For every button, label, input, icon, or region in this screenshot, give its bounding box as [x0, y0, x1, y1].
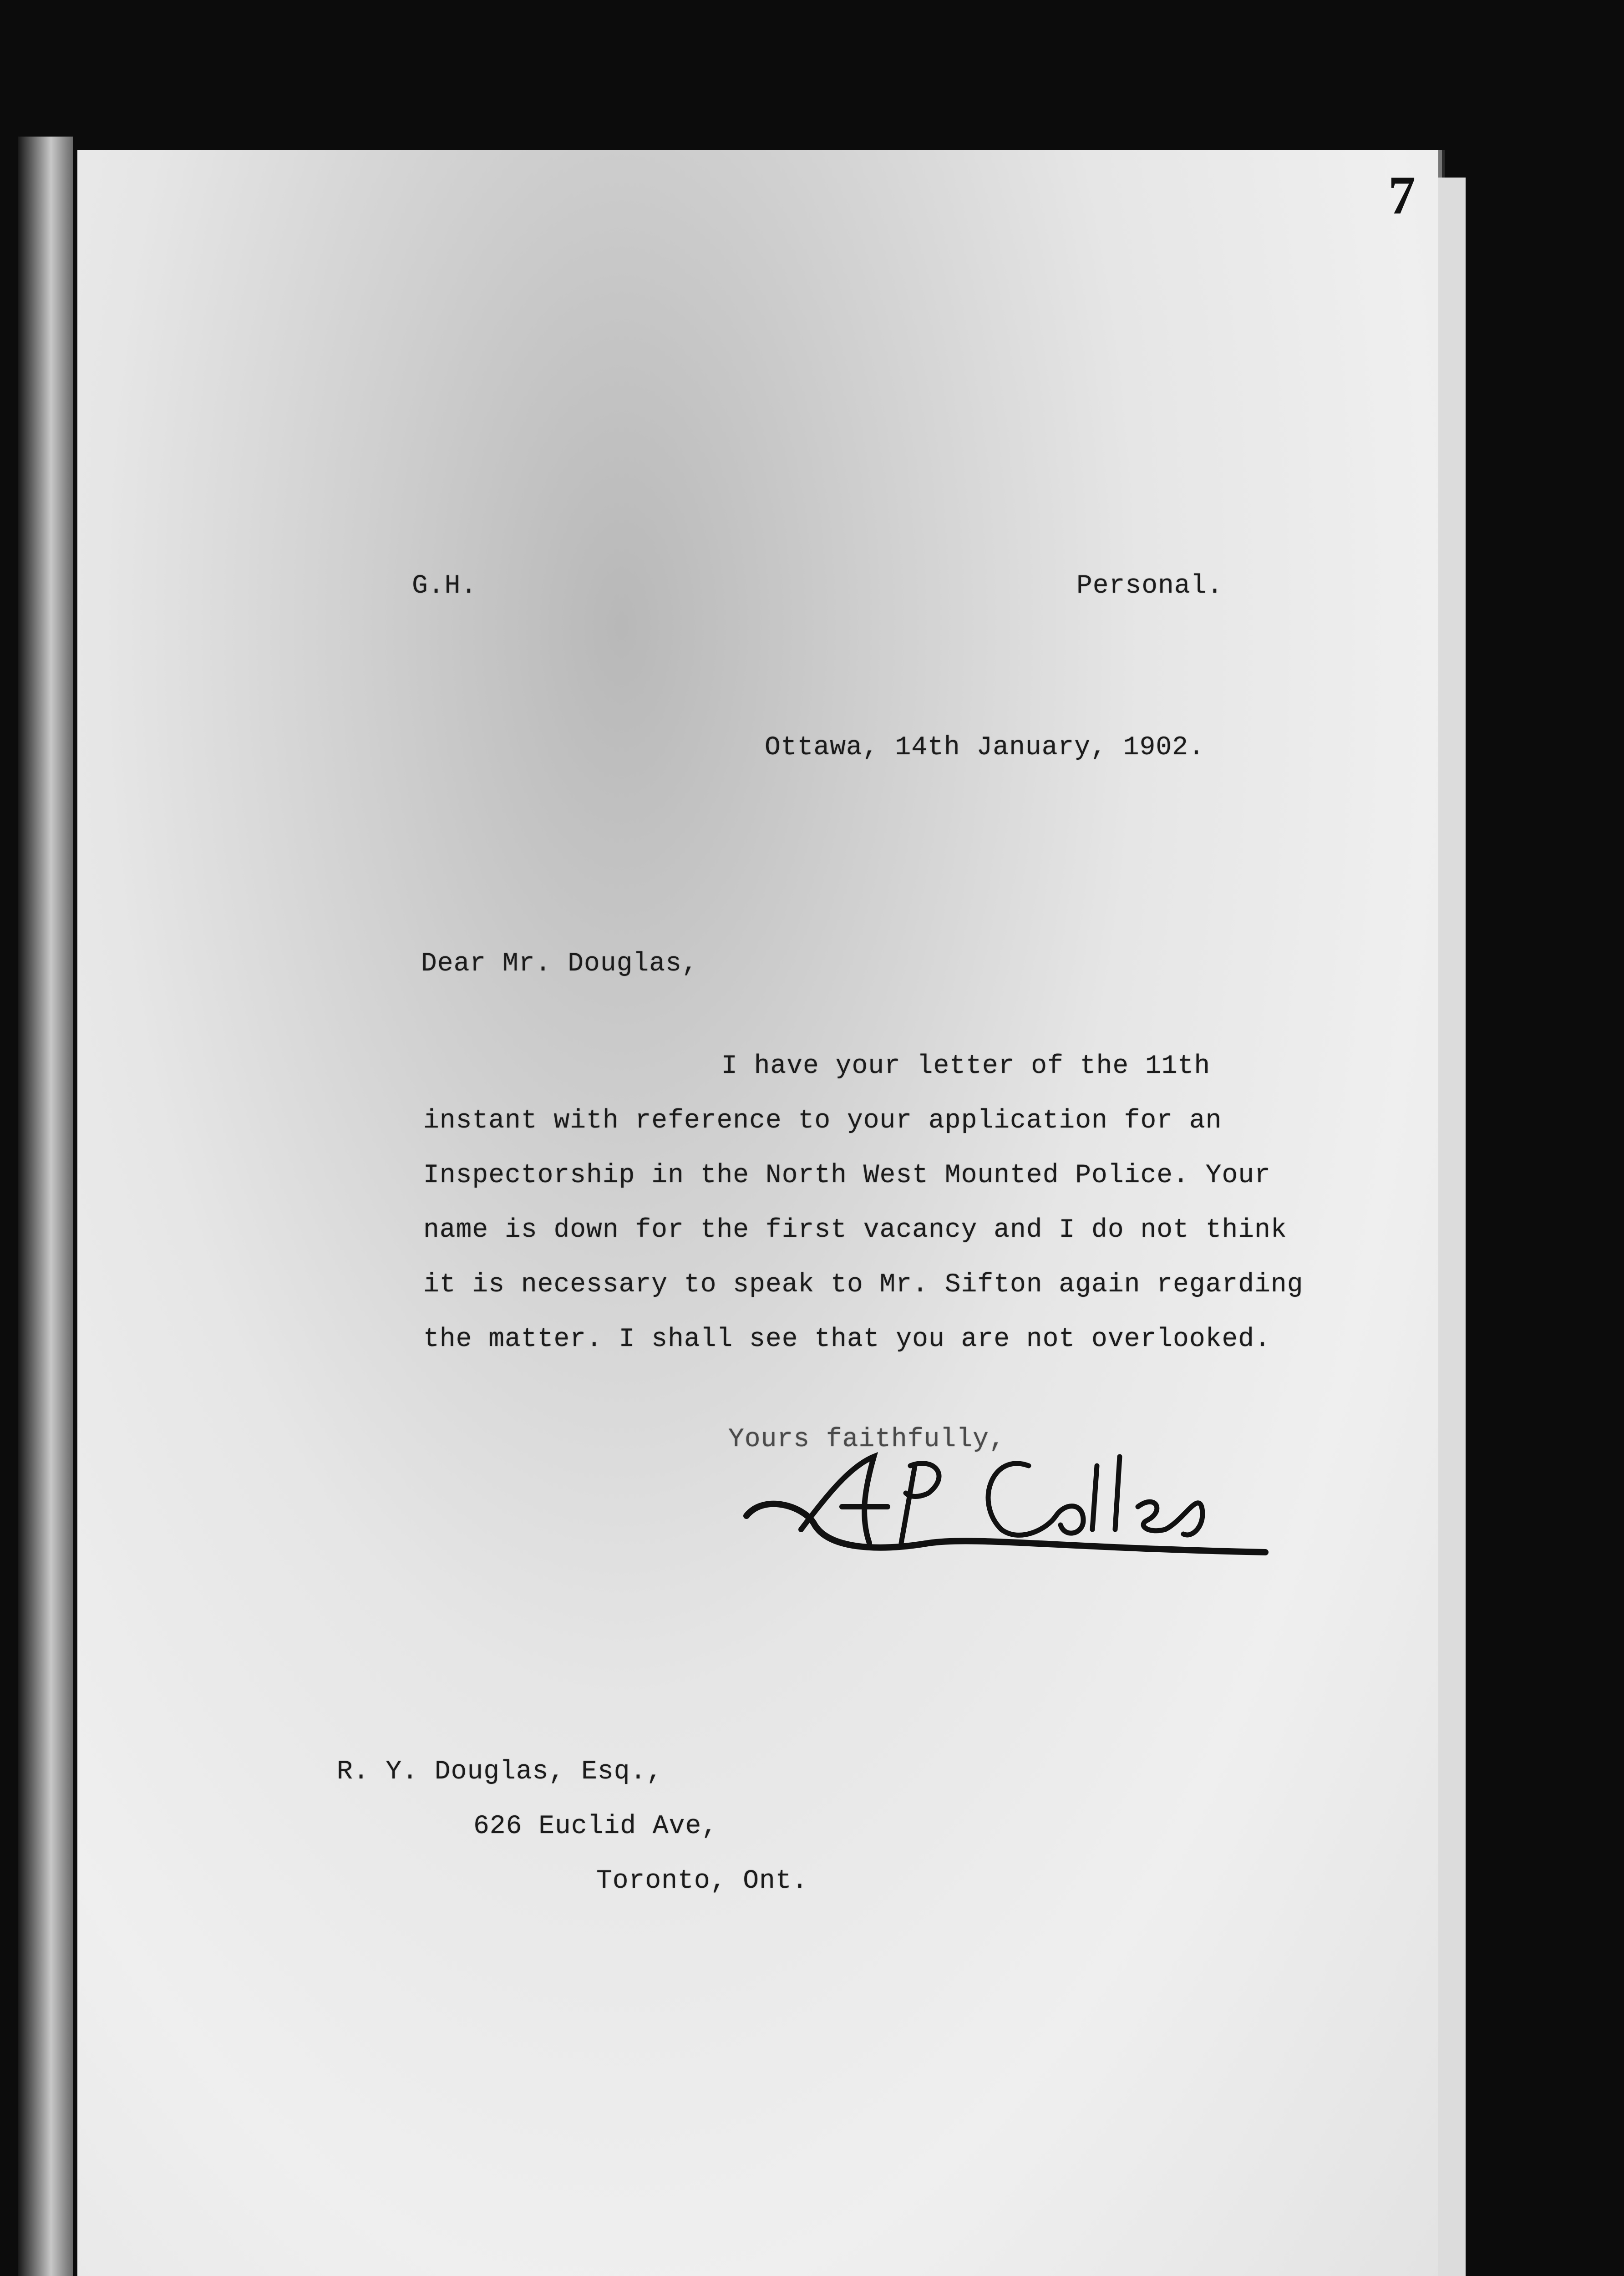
film-edge [18, 137, 73, 2276]
recipient-name: R. Y. Douglas, Esq., [337, 1757, 663, 1787]
body-line: Inspectorship in the North West Mounted Police. Your [423, 1161, 1271, 1190]
salutation: Dear Mr. Douglas, [421, 949, 698, 979]
body-line: I have your letter of the 11th [721, 1052, 1211, 1081]
body-line: name is down for the first vacancy and I do not think [423, 1215, 1287, 1245]
page-number: 7 [1388, 165, 1416, 225]
place-date: Ottawa, 14th January, 1902. [765, 733, 1205, 762]
body-line: it is necessary to speak to Mr. Sifton again regarding [423, 1270, 1304, 1300]
body-line: the matter. I shall see that you are not overlooked. [423, 1325, 1271, 1354]
complimentary-close: Yours faithfully, [728, 1425, 1005, 1454]
body-line: instant with reference to your application for an [423, 1106, 1222, 1136]
reference-code: G.H. [412, 571, 477, 601]
recipient-city: Toronto, Ont. [596, 1866, 808, 1896]
handwritten-signature [737, 1438, 1293, 1575]
letter-page [77, 150, 1438, 2276]
recipient-street: 626 Euclid Ave, [473, 1812, 718, 1841]
classification-mark: Personal. [1076, 571, 1223, 601]
